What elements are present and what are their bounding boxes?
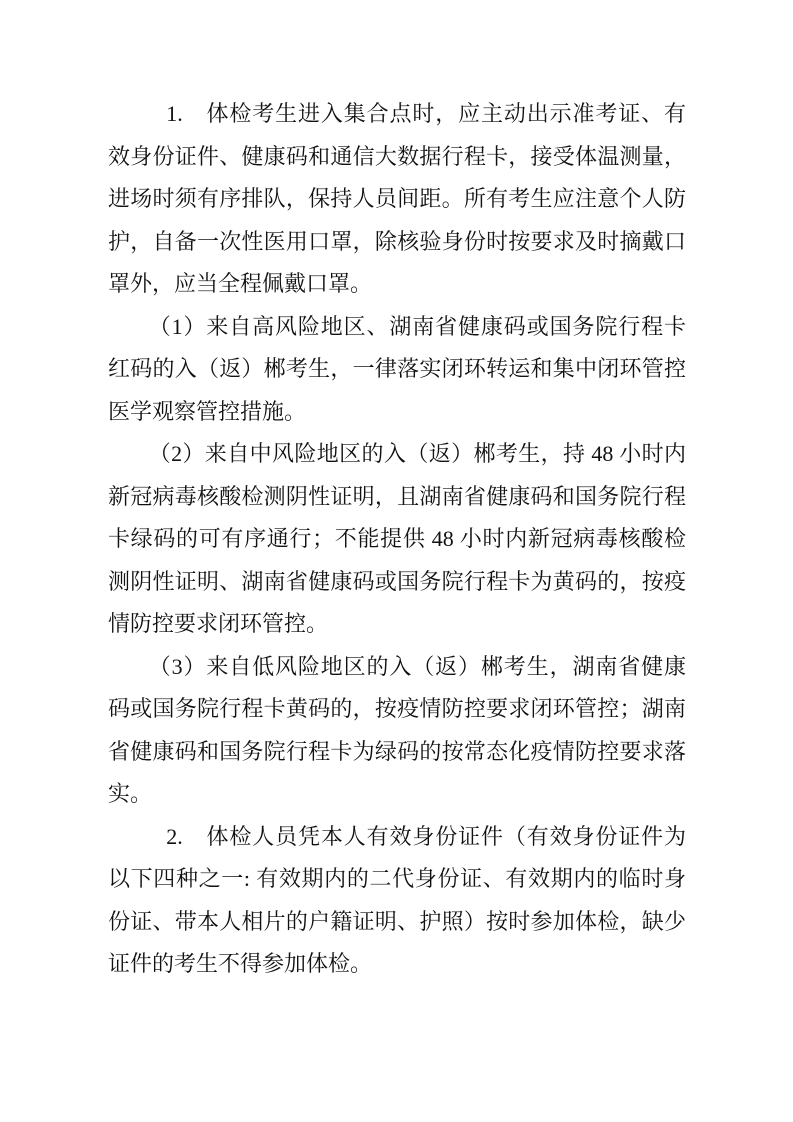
paragraph-item-1: 1. 体检考生进入集合点时，应主动出示准考证、有效身份证件、健康码和通信大数据行程卡，接受体温测量，进场时须有序排队，保持人员间距。所有考生应注意个人防护，自备一次性医用口罩，除核验身份时按要求及时摘戴口罩外，应当全程佩戴口罩。: [108, 101, 686, 296]
paragraph-item-2: 2. 体检人员凭本人有效身份证件（有效身份证件为以下四种之一: 有效期内的二代身份证、有效期内的临时身份证、带本人相片的户籍证明、护照）按时参加体检，缺少证件的考生不得参加体检。: [108, 823, 686, 976]
paragraph-item-1-sub-3: （3）来自低风险地区的入（返）郴考生，湖南省健康码或国务院行程卡黄码的，按疫情防控要求闭环管控；湖南省健康码和国务院行程卡为绿码的按常态化疫情防控要求落实。: [108, 653, 686, 806]
paragraph-item-1-sub-1: （1）来自高风险地区、湖南省健康码或国务院行程卡红码的入（返）郴考生，一律落实闭环转运和集中闭环管控医学观察管控措施。: [108, 313, 686, 424]
document-body: [108, 93, 686, 986]
paragraph-item-1-sub-2: （2）来自中风险地区的入（返）郴考生，持 48 小时内新冠病毒核酸检测阴性证明，且湖南省健康码和国务院行程卡绿码的可有序通行；不能提供 48 小时内新冠病毒核酸检测阴性证明、湖南省健康码或国务院行程卡为黄码的，按疫情防控要求闭环管控。: [108, 441, 686, 636]
